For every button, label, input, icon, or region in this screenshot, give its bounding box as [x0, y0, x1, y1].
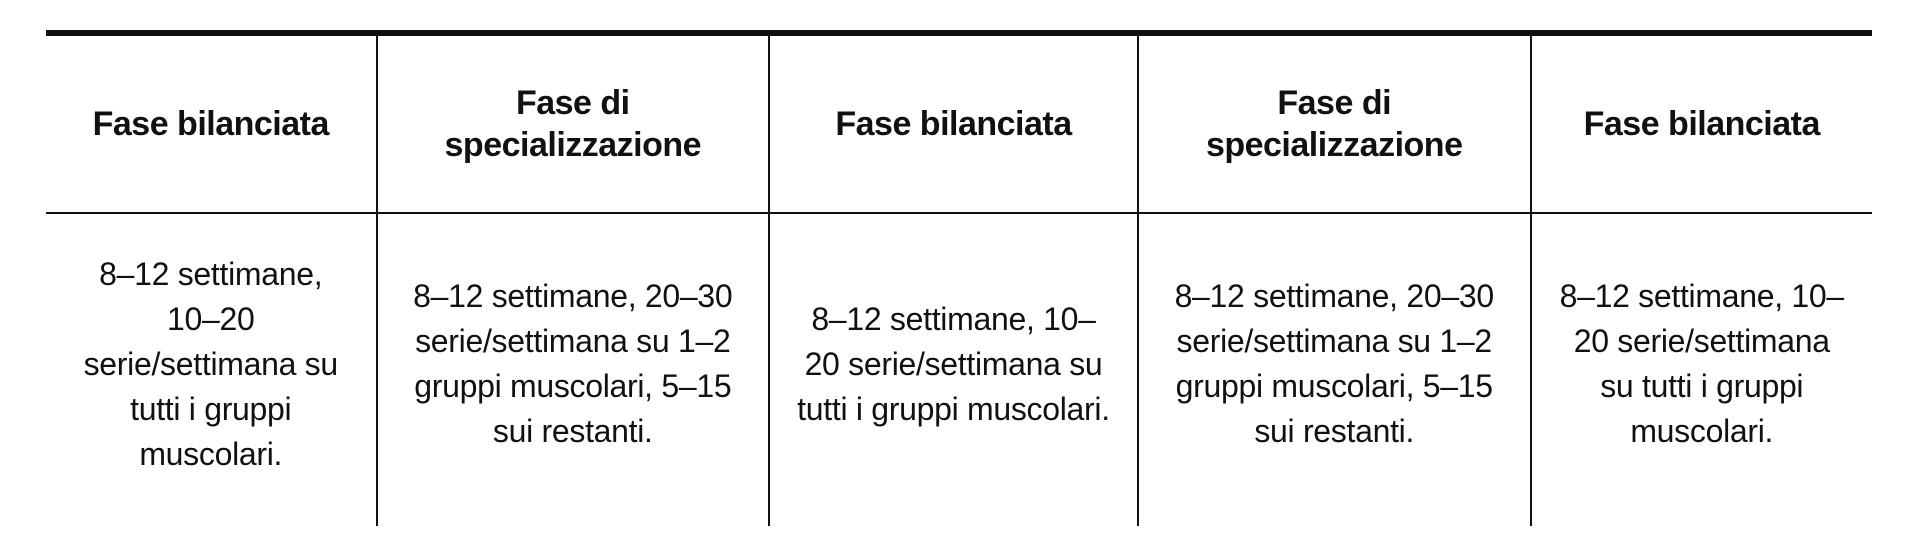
header-cell-phase-4: Fase di specializzazione [1138, 33, 1531, 213]
table-row [46, 213, 1872, 526]
body-cell-phase-1: 8–12 settimane, 10–20 serie/settimana su tutti i gruppi muscolari. [83, 255, 338, 472]
body-cell-phase-3: 8–12 settimane, 10–20 serie/settimana su tutti i gruppi muscolari. [769, 213, 1138, 526]
header-cell-phase-3: Fase bilanciata [769, 33, 1138, 213]
header-cell-phase-5: Fase bilanciata [1531, 33, 1873, 213]
header-row [46, 33, 1872, 213]
header-cell-phase-1: Fase bilanciata [46, 33, 377, 213]
body-cell-phase-5: 8–12 settimane, 10–20 serie/settimana su tutti i gruppi muscolari. [1531, 213, 1873, 526]
table-body [46, 213, 1872, 526]
phase-table-container [46, 30, 1872, 526]
body-cell-phase-2: 8–12 settimane, 20–30 serie/settimana su 1–2 gruppi muscolari, 5–15 sui restanti. [377, 213, 770, 526]
training-phases-table [46, 30, 1872, 526]
body-cell-phase-4: 8–12 settimane, 20–30 serie/settimana su 1–2 gruppi muscolari, 5–15 sui restanti. [1138, 213, 1531, 526]
header-cell-phase-2: Fase di specializzazione [377, 33, 770, 213]
table-header [46, 33, 1872, 213]
